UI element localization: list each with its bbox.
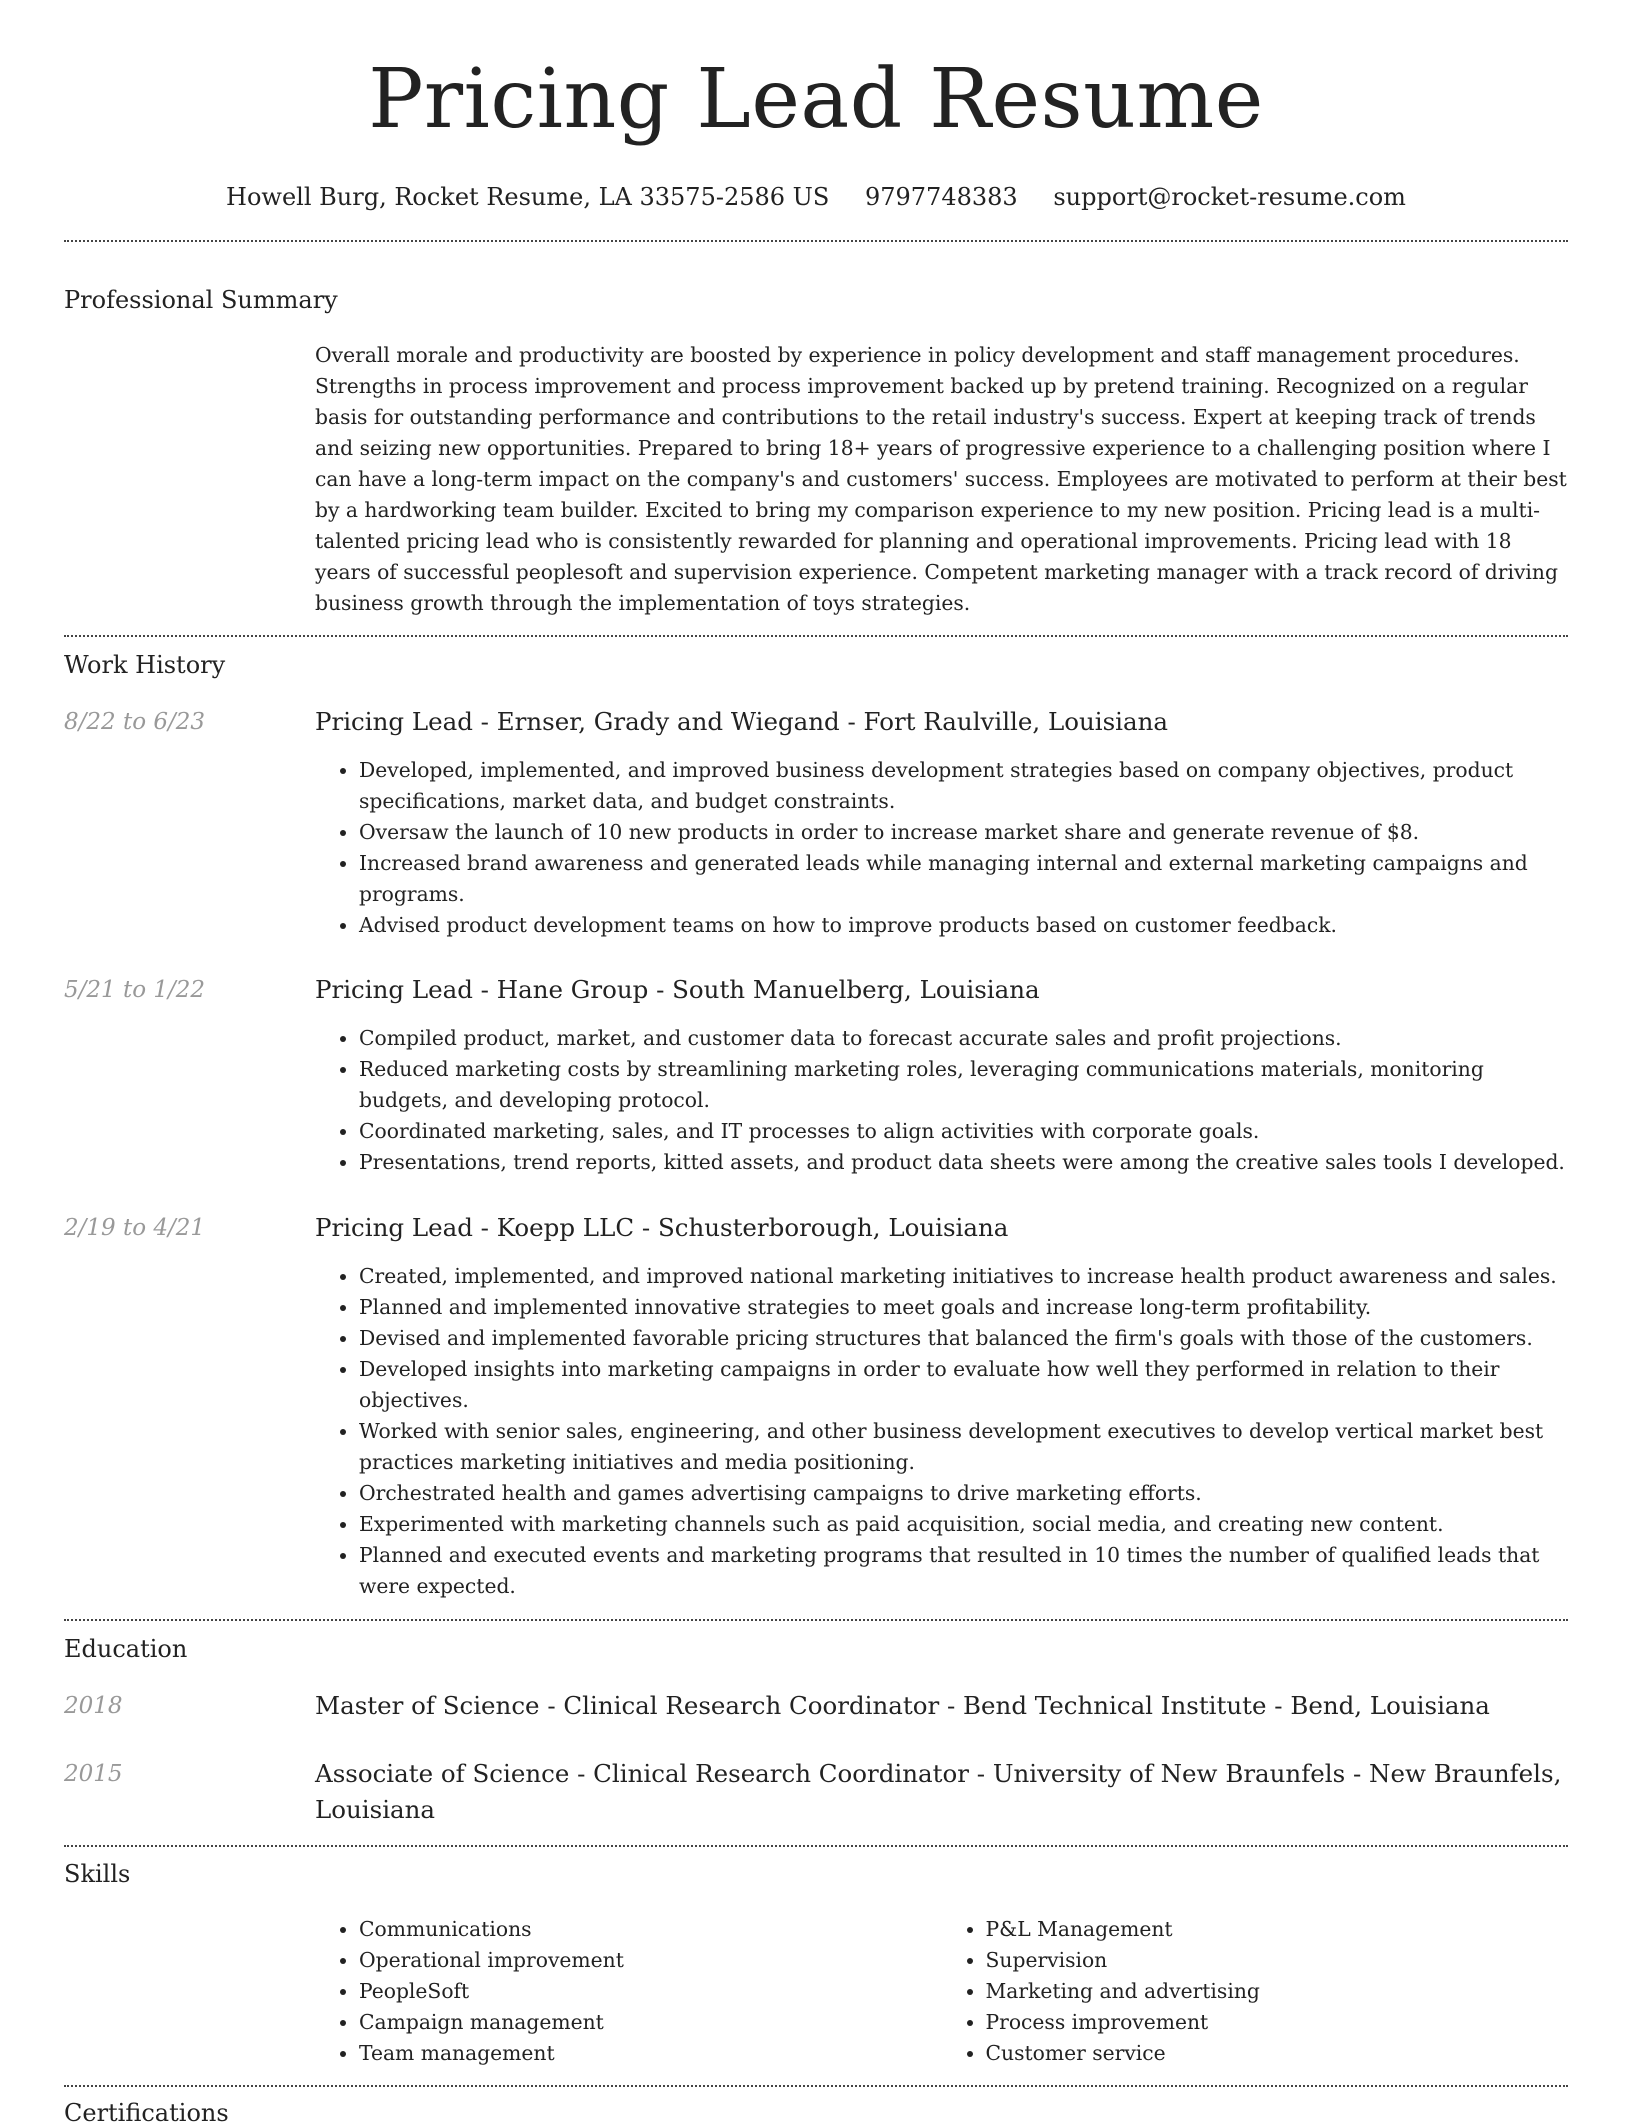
job-entry [315, 1213, 1568, 1602]
job-dates: 8/22 to 6/23 [64, 709, 206, 735]
section-divider [64, 1845, 1568, 1847]
skill-item: • Campaign management [359, 2007, 942, 2038]
job-bullet: • Reduced marketing costs by streamlining marketing roles, leveraging communications materials, monitoring budgets, and developing protocol. [359, 1054, 1568, 1116]
job-dates: 5/21 to 1/22 [64, 977, 206, 1003]
job-bullet: • Devised and implemented favorable pricing structures that balanced the firm's goals with those of the customers. [359, 1323, 1568, 1354]
contact-address: Howell Burg, Rocket Resume, LA 33575-2586 US [226, 183, 830, 211]
job-bullet: • Worked with senior sales, engineering, and other business development executives to develop vertical market best practices marketing initiatives and media positioning. [359, 1416, 1568, 1478]
job-bullets [315, 1261, 1568, 1602]
section-divider [64, 635, 1568, 637]
job-heading: Pricing Lead - Ernser, Grady and Wiegand - Fort Raulville, Louisiana [315, 707, 1168, 736]
job-bullet: • Increased brand awareness and generated leads while managing internal and external marketing campaigns and programs. [359, 848, 1568, 910]
job-entry [315, 975, 1568, 1178]
education-heading-line: Master of Science - Clinical Research Coordinator - Bend Technical Institute - Bend, Louisiana [315, 1691, 1490, 1720]
summary-body [315, 340, 1568, 619]
skill-item: • Operational improvement [359, 1945, 942, 1976]
job-entry [315, 707, 1568, 941]
job-bullets [315, 755, 1568, 941]
skill-item: • Process improvement [986, 2007, 1569, 2038]
job-bullet: • Advised product development teams on how to improve products based on customer feedback. [359, 910, 1568, 941]
contact-phone: 9797748383 [864, 183, 1018, 211]
contact-email: support@rocket-resume.com [1053, 183, 1406, 211]
summary-heading: Professional Summary [64, 286, 338, 314]
education-year: 2015 [64, 1761, 123, 1787]
education-heading: Education [64, 1635, 188, 1663]
work-history-heading: Work History [64, 651, 226, 679]
resume-title: Pricing Lead Resume [368, 52, 1264, 147]
job-bullets [315, 1023, 1568, 1178]
job-bullet: • Oversaw the launch of 10 new products in order to increase market share and generate revenue of $8. [359, 817, 1568, 848]
skill-item: • P&L Management [986, 1914, 1569, 1945]
skill-item: • Supervision [986, 1945, 1569, 1976]
contact-line [0, 182, 1632, 212]
education-heading-line: Associate of Science - Clinical Research Coordinator - University of New Braunfels - New Braunfels, Louisiana [315, 1759, 1562, 1824]
job-heading: Pricing Lead - Hane Group - South Manuelberg, Louisiana [315, 975, 1040, 1004]
skill-item: • PeopleSoft [359, 1976, 942, 2007]
education-entry [315, 1756, 1568, 1828]
job-bullet: • Created, implemented, and improved national marketing initiatives to increase health product awareness and sales. [359, 1261, 1568, 1292]
skill-item: • Team management [359, 2038, 942, 2069]
skills-grid [315, 1914, 1568, 2069]
education-entry [315, 1688, 1568, 1724]
skill-item: • Communications [359, 1914, 942, 1945]
job-bullet: • Developed insights into marketing campaigns in order to evaluate how well they performed in relation to their objectives. [359, 1354, 1568, 1416]
section-divider [64, 240, 1568, 242]
job-heading: Pricing Lead - Koepp LLC - Schusterborough, Louisiana [315, 1213, 1009, 1242]
job-bullet: • Planned and implemented innovative strategies to meet goals and increase long-term profitability. [359, 1292, 1568, 1323]
job-bullet: • Developed, implemented, and improved business development strategies based on company objectives, product specifications, market data, and budget constraints. [359, 755, 1568, 817]
job-bullet: • Coordinated marketing, sales, and IT processes to align activities with corporate goals. [359, 1116, 1568, 1147]
education-year: 2018 [64, 1693, 123, 1719]
certifications-heading: Certifications [64, 2099, 229, 2127]
job-bullet: • Presentations, trend reports, kitted assets, and product data sheets were among the creative sales tools I developed. [359, 1147, 1568, 1178]
skill-item: • Customer service [986, 2038, 1569, 2069]
section-divider [64, 1619, 1568, 1621]
job-bullet: • Compiled product, market, and customer data to forecast accurate sales and profit projections. [359, 1023, 1568, 1054]
skills-heading: Skills [64, 1860, 131, 1888]
skills-list-right [942, 1914, 1569, 2069]
section-divider [64, 2085, 1568, 2087]
skill-item: • Marketing and advertising [986, 1976, 1569, 2007]
job-bullet: • Orchestrated health and games advertising campaigns to drive marketing efforts. [359, 1478, 1568, 1509]
resume-header [0, 0, 1632, 212]
skills-list-left [315, 1914, 942, 2069]
job-bullet: • Planned and executed events and marketing programs that resulted in 10 times the number of qualified leads that were expected. [359, 1540, 1568, 1602]
job-dates: 2/19 to 4/21 [64, 1215, 206, 1241]
job-bullet: • Experimented with marketing channels such as paid acquisition, social media, and creating new content. [359, 1509, 1568, 1540]
summary-text: Overall morale and productivity are boosted by experience in policy development and staff management procedures. Strengths in process improvement and process improvement backed up by pretend training. Recognized on a regular basis for outstanding performance and contributions to the retail industry's success. Expert at keeping track of trends and seizing new opportunities. Prepared to bring 18+ years of progressive experience to a challenging position where I can have a long-term impact on the company's and customers' success. Employees are motivated to perform at their best by a hardworking team builder. Excited to bring my comparison experience to my new position. Pricing lead is a multi-talented pricing lead who is consistently rewarded for planning and operational improvements. Pricing lead with 18 years of successful peoplesoft and supervision experience. Competent marketing manager with a track record of driving business growth through the implementation of toys strategies. [315, 343, 1567, 615]
